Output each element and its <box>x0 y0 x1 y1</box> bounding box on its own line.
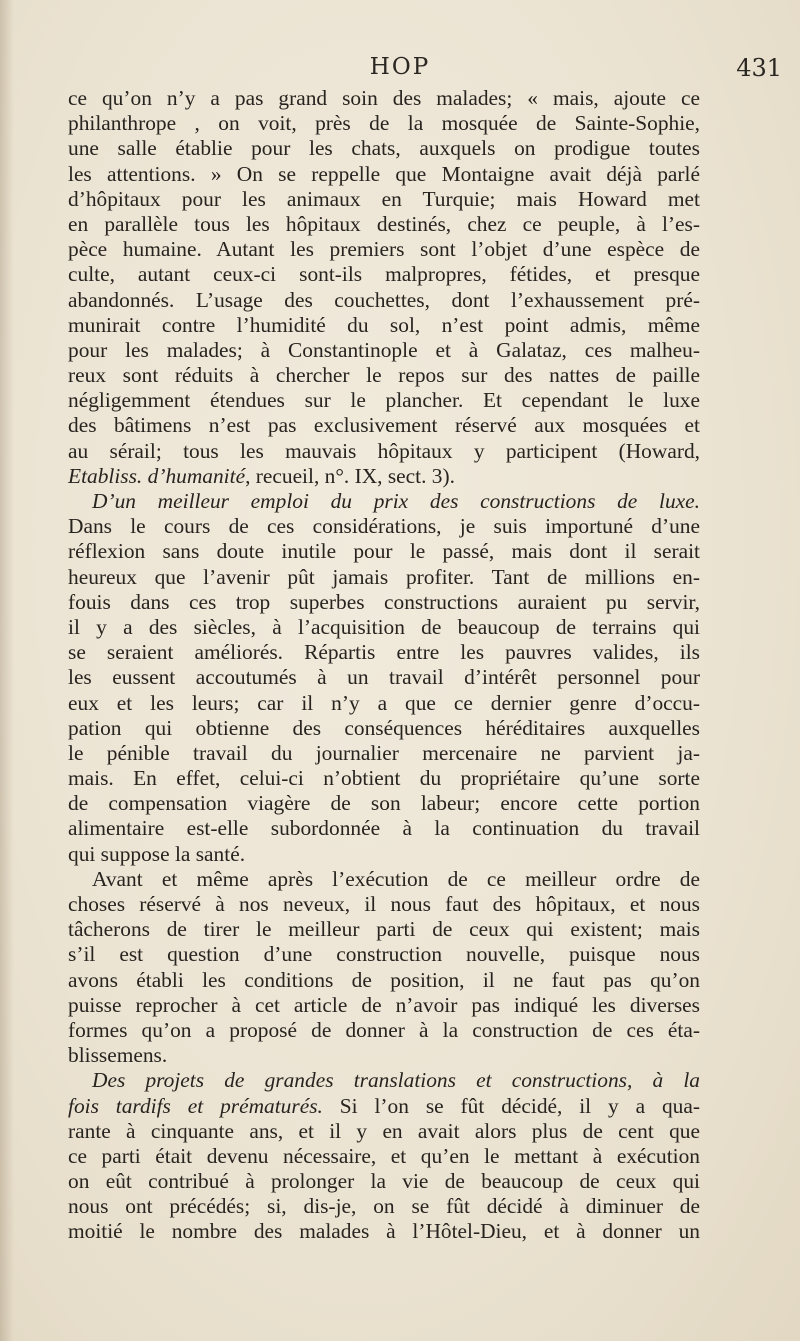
text-line: ce parti était devenu nécessaire, et qu’en le mettant à exécution <box>68 1143 700 1168</box>
text-line: heureux que l’avenir pût jamais profiter. Tant de millions en- <box>68 564 700 589</box>
text-line <box>68 464 700 489</box>
text-line: alimentaire est-elle subordonnée à la continuation du travail <box>68 816 700 841</box>
text-line: qui suppose la santé. <box>68 841 246 866</box>
text-line: de compensation viagère de son labeur; encore cette portion <box>68 791 700 816</box>
text-line: reux sont réduits à chercher le repos sur des nattes de paille <box>68 363 700 388</box>
text-line: Avant et même après l’exécution de ce meilleur ordre de <box>92 866 700 891</box>
text-line: blissemens. <box>68 1043 168 1068</box>
text-line: avons établi les conditions de position, il ne faut pas qu’on <box>68 967 700 992</box>
text-line: puisse reprocher à cet article de n’avoir pas indiqué les diverses <box>68 992 700 1017</box>
text-line: fouis dans ces trop superbes constructions auraient pu servir, <box>68 589 700 614</box>
text-line: des bâtimens n’est pas exclusivement réservé aux mosquées et <box>68 413 700 438</box>
text-line: nous ont précédés; si, dis-je, on se fût décidé à diminuer de <box>68 1194 700 1219</box>
text-line: réflexion sans doute inutile pour le passé, mais dont il serait <box>68 539 700 564</box>
text-line: eux et les leurs; car il n’y a que ce dernier genre d’occu- <box>68 690 700 715</box>
text-line: les eussent accoutumés à un travail d’intérêt personnel pour <box>68 665 700 690</box>
running-head: HOP <box>369 54 431 80</box>
text-line: le pénible travail du journalier mercenaire ne parvient ja- <box>68 740 700 765</box>
section-heading: D’un meilleur emploi du prix des constructions de luxe. <box>92 489 700 513</box>
text-line: rante à cinquante ans, et il y en avait alors plus de cent que <box>68 1118 700 1143</box>
text-line: en parallèle tous les hôpitaux destinés, chez ce peuple, à l’es- <box>68 211 700 236</box>
citation-title: Etabliss. d’humanité <box>68 463 246 488</box>
text-line: on eût contribué à prolonger la vie de beaucoup de ceux qui <box>68 1169 700 1194</box>
page-number: 431 <box>736 54 782 82</box>
text-line: une salle établie pour les chats, auxquels on prodigue toutes <box>68 136 700 161</box>
text-line: se seraient améliorés. Répartis entre les pauvres valides, ils <box>68 640 700 665</box>
text-line: mais. En effet, celui-ci n’obtient du propriétaire qu’une sorte <box>68 766 700 791</box>
text-line: Dans le cours de ces considérations, je suis importuné d’une <box>68 514 700 539</box>
text-line: culte, autant ceux-ci sont-ils malpropres, fétides, et presque <box>68 262 700 287</box>
gutter-shadow <box>0 0 14 1341</box>
text-line: pèce humaine. Autant les premiers sont l’objet d’une espèce de <box>68 237 700 262</box>
text-line <box>68 1094 700 1119</box>
text-line: ce qu’on n’y a pas grand soin des malades; « mais, ajoute ce <box>68 86 700 110</box>
citation-reference: , recueil, n°. IX, sect. 3). <box>245 463 455 488</box>
text-line: s’il est question d’une construction nouvelle, puisque nous <box>68 942 700 967</box>
text-line: négligemment étendues sur le plancher. Et cependant le luxe <box>68 388 700 413</box>
text-line: pation qui obtienne des conséquences héréditaires auxquelles <box>68 715 700 740</box>
text-line: tâcherons de tirer le meilleur parti de ceux qui existent; mais <box>68 917 700 942</box>
section-heading: Des projets de grandes translations et constructions, à la <box>92 1068 700 1093</box>
text-line: au sérail; tous les mauvais hôpitaux y participent (Howard, <box>68 438 700 463</box>
section-heading-continued: fois tardifs et prématurés. <box>68 1093 323 1118</box>
text-line: les attentions. » On se reppelle que Montaigne avait déjà parlé <box>68 161 700 186</box>
text-line: il y a des siècles, à l’acquisition de beaucoup de terrains qui <box>68 614 700 639</box>
text-line: formes qu’on a proposé de donner à la construction de ces éta- <box>68 1017 700 1042</box>
text-line: choses réservé à nos neveux, il nous faut des hôpitaux, et nous <box>68 892 700 916</box>
text-line: pour les malades; à Constantinople et à Galataz, ces malheu- <box>68 337 700 362</box>
text-line: moitié le nombre des malades à l’Hôtel-Dieu, et à donner un <box>68 1219 700 1244</box>
text-line-rest: Si l’on se fût décidé, il y a qua- <box>322 1093 700 1118</box>
page-header <box>0 50 800 86</box>
body-text <box>68 86 700 1245</box>
text-line: munirait contre l’humidité du sol, n’est point admis, même <box>68 312 700 337</box>
text-line: d’hôpitaux pour les animaux en Turquie; mais Howard met <box>68 186 700 211</box>
text-line: abandonnés. L’usage des couchettes, dont l’exhaussement pré- <box>68 287 700 312</box>
text-line: philanthrope , on voit, près de la mosquée de Sainte-Sophie, <box>68 111 700 136</box>
